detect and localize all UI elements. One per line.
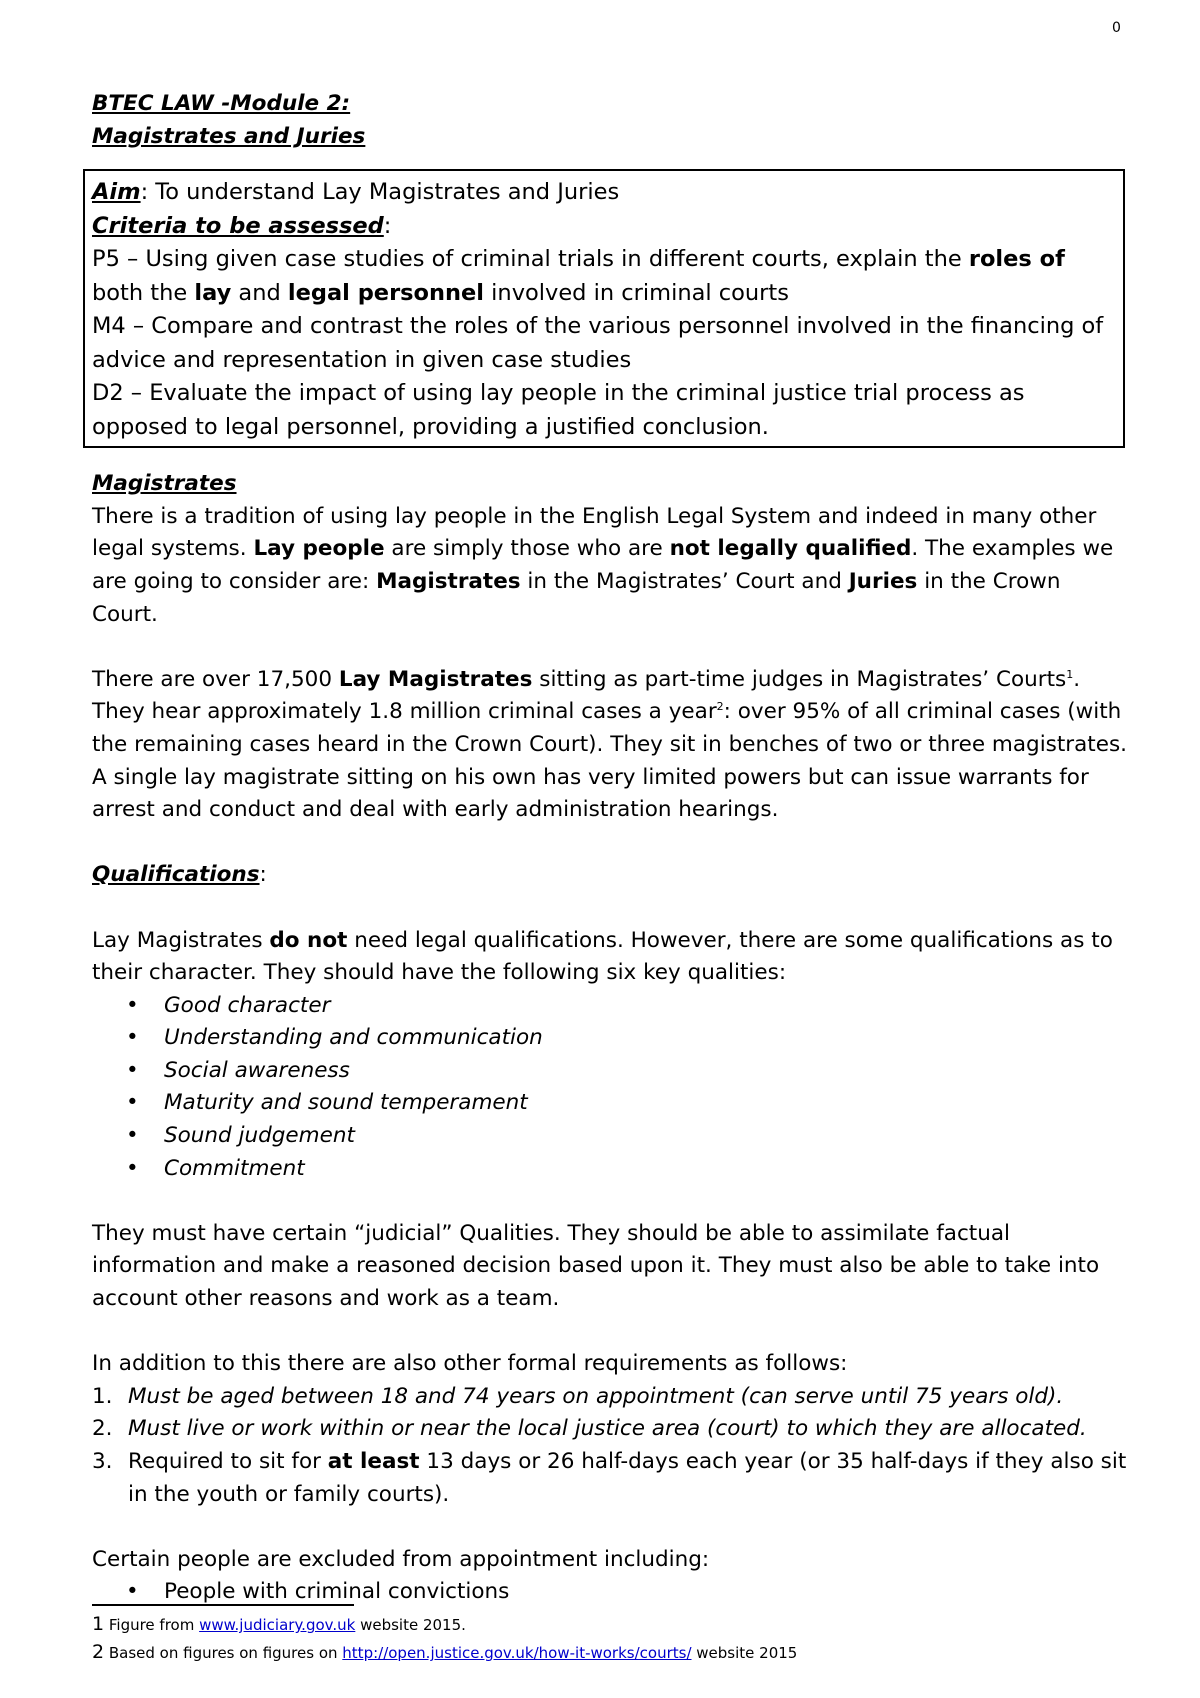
judicial-qualities-paragraph: They must have certain “judicial” Qualities. They should be able to assimilate factual information and make a reasoned decision based upon it. They must also be able to take into account other reasons and work as a team.: [92, 1220, 1100, 1312]
list-item: • Understanding and communication: [92, 1022, 1132, 1055]
p5-text-2: both the: [92, 279, 195, 306]
list-item: [92, 1413, 1132, 1446]
bold-text: Lay Magistrates: [338, 666, 533, 692]
criterion-d2: D2 – Evaluate the impact of using lay people in the criminal justice trial process as opposed to legal personnel, providing a justified conclusion.: [92, 380, 1025, 440]
footnote-1: [92, 1611, 797, 1639]
footnotes: [92, 1611, 797, 1667]
criteria-label: Criteria to be assessed: [92, 212, 384, 239]
list-item: • Social awareness: [92, 1055, 1132, 1088]
p5-bold-legal: legal personnel: [287, 279, 485, 306]
item-text: Required to sit for: [128, 1449, 328, 1474]
criteria-line: [92, 210, 1116, 244]
item-text: 13 days or 26 half-days each year (or 35 half-days if they also sit in the youth or family courts).: [128, 1449, 1127, 1507]
magistrates-paragraph-2: [92, 664, 1132, 827]
judiciary-link[interactable]: www.judiciary.gov.uk: [199, 1616, 356, 1634]
criterion-p5: [92, 243, 1116, 310]
item-text: Must live or work within or near the local justice area (court) to which they are allocated.: [128, 1416, 1087, 1442]
text: There is a tradition of using lay people in the English Legal System and indeed in many other legal systems.: [92, 503, 1097, 562]
module-title: BTEC LAW -Module 2:: [92, 91, 351, 116]
text: : over 95% of all criminal cases (with the remaining cases heard in the Crown Court). They sit in benches of two or three magistrates. A single lay magistrate sitting on his own has very limited powers but can issue warrants for arrest and conduct and deal with early administration hearings.: [92, 699, 1128, 823]
qualifications-heading-line: [92, 859, 1132, 892]
text: need legal qualifications. However, there are some qualifications as to their character. They should have the following six key qualities:: [92, 927, 1113, 986]
item-number: 2.: [92, 1416, 113, 1442]
p5-text-3: and: [231, 279, 288, 306]
item-number: 1.: [92, 1383, 113, 1409]
bold-text: at least: [327, 1449, 420, 1474]
qualifications-paragraph-1: [92, 925, 1132, 990]
item-text: Must be aged between 18 and 74 years on appointment (can serve until 75 years old).: [128, 1383, 1064, 1409]
p5-text-4: involved in criminal courts: [484, 279, 789, 306]
text: There are over 17,500: [92, 666, 339, 692]
text: sitting as part-time judges in Magistrates’ Courts: [532, 666, 1067, 692]
aim-text: : To understand Lay Magistrates and Juries: [140, 179, 620, 206]
text: Based on figures on figures on: [104, 1644, 343, 1662]
criterion-m4: M4 – Compare and contrast the roles of the various personnel involved in the financing of advice and representation in given case studies: [92, 313, 1104, 373]
p5-bold-lay: lay: [194, 279, 232, 306]
footnote-2: [92, 1639, 797, 1667]
text: website 2015.: [355, 1616, 466, 1634]
footnote-ref-1[interactable]: 1: [1066, 667, 1074, 681]
footnote-number: 2: [92, 1641, 105, 1663]
document-body: [92, 88, 1132, 1609]
magistrates-paragraph-1: [92, 501, 1132, 631]
excluded-intro: Certain people are excluded from appointment including:: [92, 1546, 710, 1572]
list-item: [92, 1446, 1132, 1511]
module-subtitle: Magistrates and Juries: [92, 123, 366, 149]
qualifications-heading: Qualifications: [92, 862, 260, 888]
aim-line: [92, 176, 1116, 210]
text: . They hear approximately 1.8 million criminal cases a year: [92, 666, 1081, 725]
page-number: 0: [1112, 20, 1121, 36]
aim-label: Aim: [92, 179, 141, 206]
p5-text: P5 – Using given case studies of criminal trials in different courts, explain the: [92, 246, 969, 273]
footnote-ref-2[interactable]: 2: [716, 700, 724, 714]
text: . The examples we are going to consider are:: [92, 536, 1114, 594]
magistrates-heading: Magistrates: [92, 471, 237, 497]
qualifications-colon: :: [259, 862, 267, 888]
bold-text: not legally qualified: [669, 536, 912, 562]
bold-text: Juries: [848, 568, 918, 594]
requirements-list: [92, 1381, 1132, 1511]
text: are simply those who are: [384, 536, 670, 562]
formal-requirements-intro: In addition to this there are also other formal requirements as follows:: [92, 1351, 848, 1377]
text: Lay Magistrates: [92, 927, 270, 953]
footnote-number: 1: [92, 1613, 105, 1635]
text: Figure from: [104, 1616, 200, 1634]
footnote-separator: [92, 1604, 354, 1606]
text: in the Magistrates’ Court and: [520, 568, 849, 594]
bold-text: do not: [269, 927, 348, 953]
bold-text: Lay people: [253, 536, 385, 562]
list-item: • Sound judgement: [92, 1120, 1132, 1153]
list-item: • Good character: [92, 990, 1132, 1023]
aim-criteria-box: [83, 169, 1125, 448]
list-item: [92, 1381, 1132, 1414]
criteria-colon: :: [383, 212, 392, 239]
bold-text: Magistrates: [376, 568, 521, 594]
list-item: • Maturity and sound temperament: [92, 1087, 1132, 1120]
text: in the Crown Court.: [92, 568, 1061, 627]
open-justice-link[interactable]: http://open.justice.gov.uk/how-it-works/courts/: [342, 1644, 692, 1662]
text: website 2015: [691, 1644, 798, 1662]
item-number: 3.: [92, 1449, 113, 1474]
list-item: • People with criminal convictions: [92, 1576, 1132, 1609]
list-item: • Commitment: [92, 1153, 1132, 1186]
p5-bold: roles of: [968, 246, 1065, 273]
qualities-list: [92, 990, 1132, 1186]
